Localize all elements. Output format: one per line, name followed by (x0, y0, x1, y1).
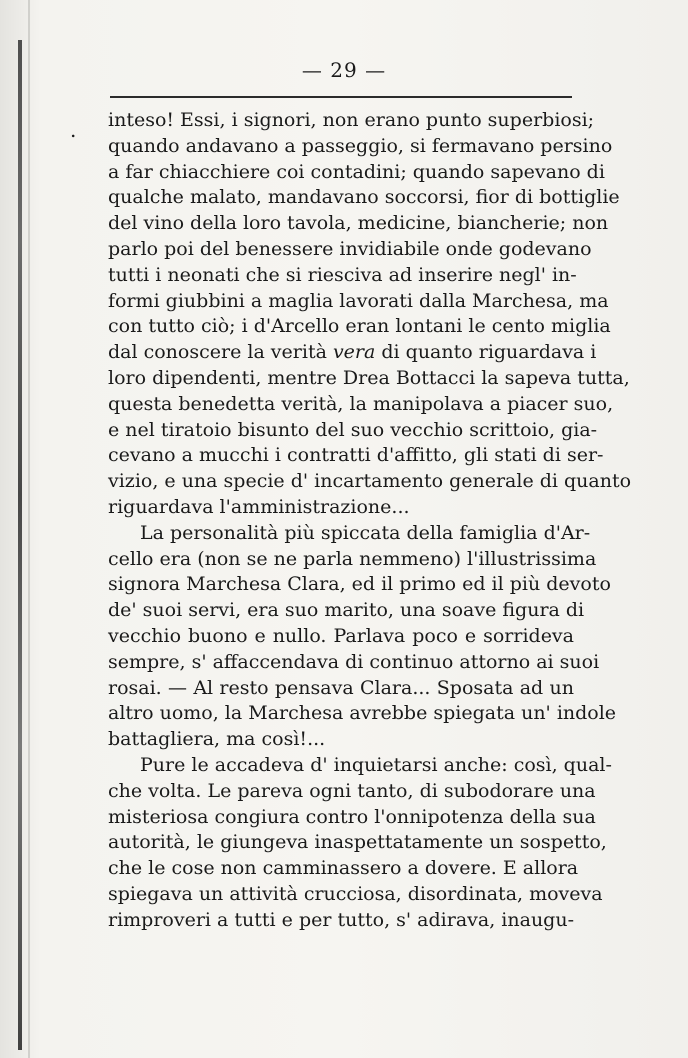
text-line: vecchio buono e nullo. Parlava poco e sorrideva (108, 624, 574, 647)
text-line: loro dipendenti, mentre Drea Bottacci la sapeva tutta, (108, 366, 630, 389)
text-line: signora Marchesa Clara, ed il primo ed il più devoto (108, 573, 611, 596)
text-line: qualche malato, mandavano soccorsi, fior di bottiglie (108, 186, 620, 209)
text-line: che volta. Le pareva ogni tanto, di subodorare una (108, 779, 596, 802)
text-line: formi giubbini a maglia lavorati dalla Marchesa, ma (108, 289, 609, 312)
text-line: a far chiacchiere coi contadini; quando sapevano di (108, 160, 605, 183)
text-line: questa benedetta verità, la manipolava a piacer suo, (108, 392, 614, 415)
text-line: misteriosa congiura contro l'onnipotenza della sua (108, 805, 596, 828)
text-line: vizio, e una specie d' incartamento generale di quanto (108, 470, 632, 493)
text-line: rosai. — Al resto pensava Clara... Sposata ad un (108, 676, 574, 699)
text-line: rimproveri a tutti e per tutto, s' adirava, inaugu- (108, 908, 574, 931)
text-line: spiegava un attività crucciosa, disordinata, moveva (108, 882, 603, 905)
binding-shadow (18, 40, 22, 1050)
text-line: riguardava l'amministrazione... (108, 495, 410, 518)
body-text (108, 108, 632, 934)
text-line: quando andavano a passeggio, si fermavano persino (108, 134, 613, 157)
text-line: cevano a mucchi i contratti d'affitto, gli stati di ser- (108, 444, 604, 467)
text-line: sempre, s' affaccendava di continuo attorno ai suoi (108, 650, 600, 673)
text-span: dal conoscere la verità (108, 341, 333, 364)
text-line: autorità, le giungeva inaspettatamente un sospetto, (108, 831, 607, 854)
text-line: del vino della loro tavola, medicine, biancherie; non (108, 212, 609, 235)
text-line: altro uomo, la Marchesa avrebbe spiegata un' indole (108, 702, 617, 725)
text-line: e nel tiratoio bisunto del suo vecchio scrittoio, gia- (108, 418, 598, 441)
text-line: cello era (non se ne parla nemmeno) l'illustrissima (108, 547, 597, 570)
header-rule (110, 96, 572, 98)
text-line: tutti i neonati che si riesciva ad inserire negl' in- (108, 263, 577, 286)
text-line: con tutto ciò; i d'Arcello eran lontani le cento miglia (108, 315, 611, 338)
text-line (108, 340, 597, 366)
emphasis: vera (332, 341, 376, 364)
margin-mark: . (70, 118, 77, 142)
binding-crease (28, 0, 30, 1058)
text-line: de' suoi servi, era suo marito, una soave figura di (108, 599, 585, 622)
text-span: di quanto riguardava i (375, 341, 597, 364)
text-line: inteso! Essi, i signori, non erano punto superbiosi; (108, 109, 595, 131)
text-line: che le cose non camminassero a dovere. E allora (108, 857, 579, 880)
text-line: La personalità più spiccata della famiglia d'Ar- (140, 521, 591, 544)
text-line: Pure le accadeva d' inquietarsi anche: così, qual- (140, 753, 612, 776)
text-line: battagliera, ma così!... (108, 728, 326, 751)
page-number: — 29 — (301, 58, 387, 82)
text-line: parlo poi del benessere invidiabile onde godevano (108, 237, 592, 260)
